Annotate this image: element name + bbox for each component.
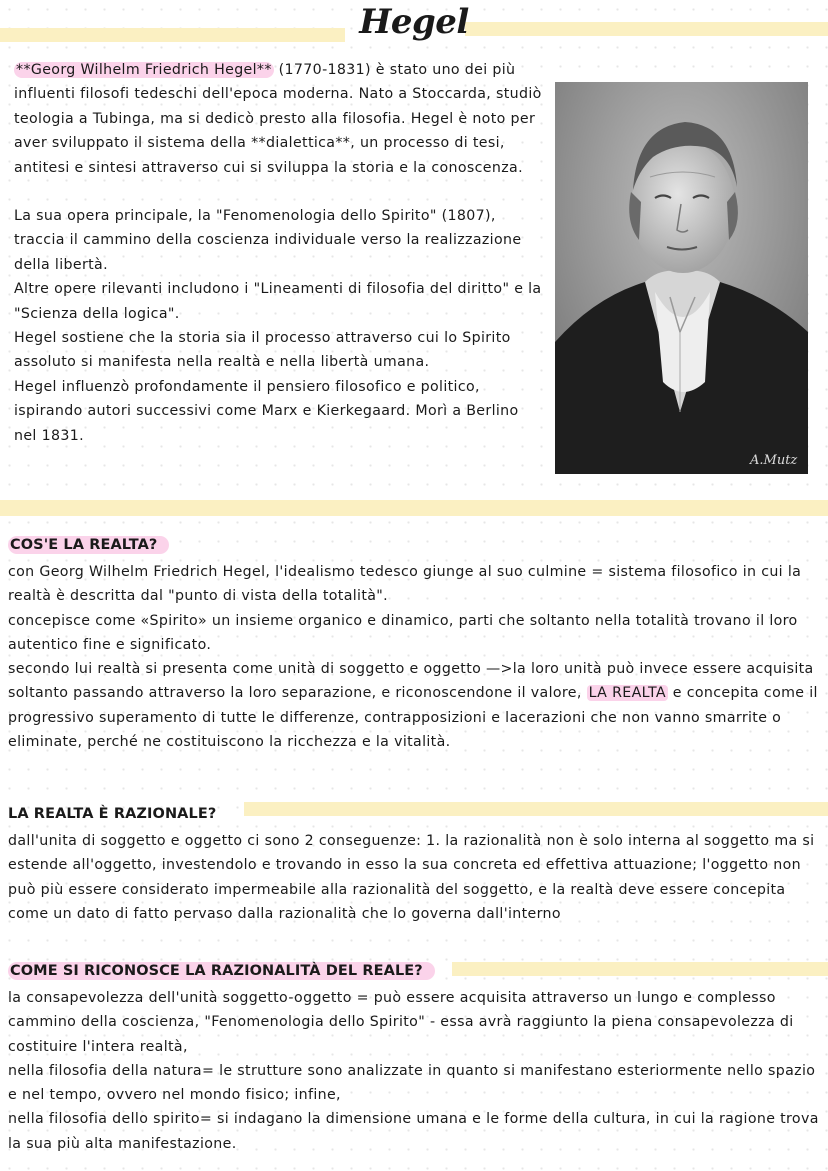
portrait-signature: A.Mutz bbox=[750, 453, 798, 468]
section-title-realta: COS'E LA REALTA? bbox=[8, 537, 169, 553]
la-realta-highlight: LA REALTA bbox=[588, 685, 666, 702]
section-body-razionale bbox=[8, 829, 823, 926]
hegel-portrait bbox=[555, 82, 808, 474]
intro-paragraph-1-rest: (1770-1831) è stato uno dei più influenti filosofi tedeschi dell'epoca moderna. Nato a Stoccarda, studiò teologia a Tubinga, ma si dedicò presto alla filosofia. Hegel è noto per aver sviluppato il sistema della **dialettica**, un processo di tesi, antitesi e sintesi attraverso cui si sviluppa la storia e la conoscenza. bbox=[14, 62, 542, 176]
section-title-razionale: LA REALTA È RAZIONALE? bbox=[8, 806, 217, 822]
intro-paragraph-3: Altre opere rilevanti includono i "Lineamenti di filosofia del diritto" e la "Scienza della logica". bbox=[14, 281, 542, 322]
riconoscere-paragraph-3: nella filosofia dello spirito= si indagano la dimensione umana e le forme della cultura, in cui la ragione trova la sua più alta manifestazione. bbox=[8, 1111, 819, 1152]
section-body-riconoscere bbox=[8, 986, 823, 1156]
page-title: Hegel bbox=[359, 2, 469, 42]
divider-band-1 bbox=[0, 500, 828, 516]
riconoscere-paragraph-2: nella filosofia della natura= le strutture sono analizzate in quanto si manifestano esteriormente nello spazio e nel tempo, ovvero nel mondo fisico; infine, bbox=[8, 1062, 816, 1104]
hegel-portrait-drawing bbox=[555, 82, 808, 474]
razionale-paragraph-1: dall'unita di soggetto e oggetto ci sono 2 conseguenze: 1. la razionalità non è solo interna al soggetto ma si estende all'oggetto, investendolo e trovando in esso la sua concreta ed effettiva attuazione; l'oggetto non può più essere considerato impermeabile alla razionalità del soggetto, e la realtà deve essere concepita come un dato di fatto pervaso dalla razionalità che lo governa dall'interno bbox=[8, 833, 815, 922]
section-3-band bbox=[452, 962, 828, 976]
section-title-riconoscere: COME SI RICONOSCE LA RAZIONALITÀ DEL REALE? bbox=[8, 963, 435, 979]
realta-paragraph-3: secondo lui realtà si presenta come unità di soggetto e oggetto —>la loro unità può invece essere acquisita soltanto passando attraverso la loro separazione, e riconoscendone il valore, LA REALTA e concepita come il progressivo superamento di tutte le differenze, contrapposizioni e lacerazioni che non vanno smarrite o eliminate, perché ne costituiscono la ricchezza e la vitalità. bbox=[8, 661, 818, 751]
realta-paragraph-2: concepisce come «Spirito» un insieme organico e dinamico, parti che soltanto nella totalità trovano il loro autentico fine e significato. bbox=[8, 612, 798, 653]
section-body-realta bbox=[8, 560, 823, 754]
hegel-name-highlight: **Georg Wilhelm Friedrich Hegel** bbox=[16, 62, 272, 78]
section-2-band bbox=[244, 802, 828, 816]
realta-paragraph-1: con Georg Wilhelm Friedrich Hegel, l'idealismo tedesco giunge al suo culmine = sistema filosofico in cui la realtà è descritta dal "punto di vista della totalità". bbox=[8, 564, 802, 605]
riconoscere-paragraph-1: la consapevolezza dell'unità soggetto-oggetto = può essere acquisita attraverso un lungo e complesso cammino della coscienza, "Fenomenologia dello Spirito" - essa avrà raggiunto la piena consapevolezza di costituire l'intera realtà, bbox=[8, 990, 794, 1055]
intro-paragraph-1 bbox=[14, 58, 544, 180]
intro-paragraph-4: Hegel sostiene che la storia sia il processo attraverso cui lo Spirito assoluto si manifesta nella realtà e nella libertà umana. bbox=[14, 330, 511, 371]
intro-text bbox=[14, 58, 544, 448]
intro-paragraph-5: Hegel influenzò profondamente il pensiero filosofico e politico, ispirando autori successivi come Marx e Kierkegaard. Morì a Berlino nel 1831. bbox=[14, 378, 519, 444]
intro-paragraph-2: La sua opera principale, la "Fenomenologia dello Spirito" (1807), traccia il cammino della coscienza individuale verso la realizzazione della libertà. bbox=[14, 208, 522, 273]
